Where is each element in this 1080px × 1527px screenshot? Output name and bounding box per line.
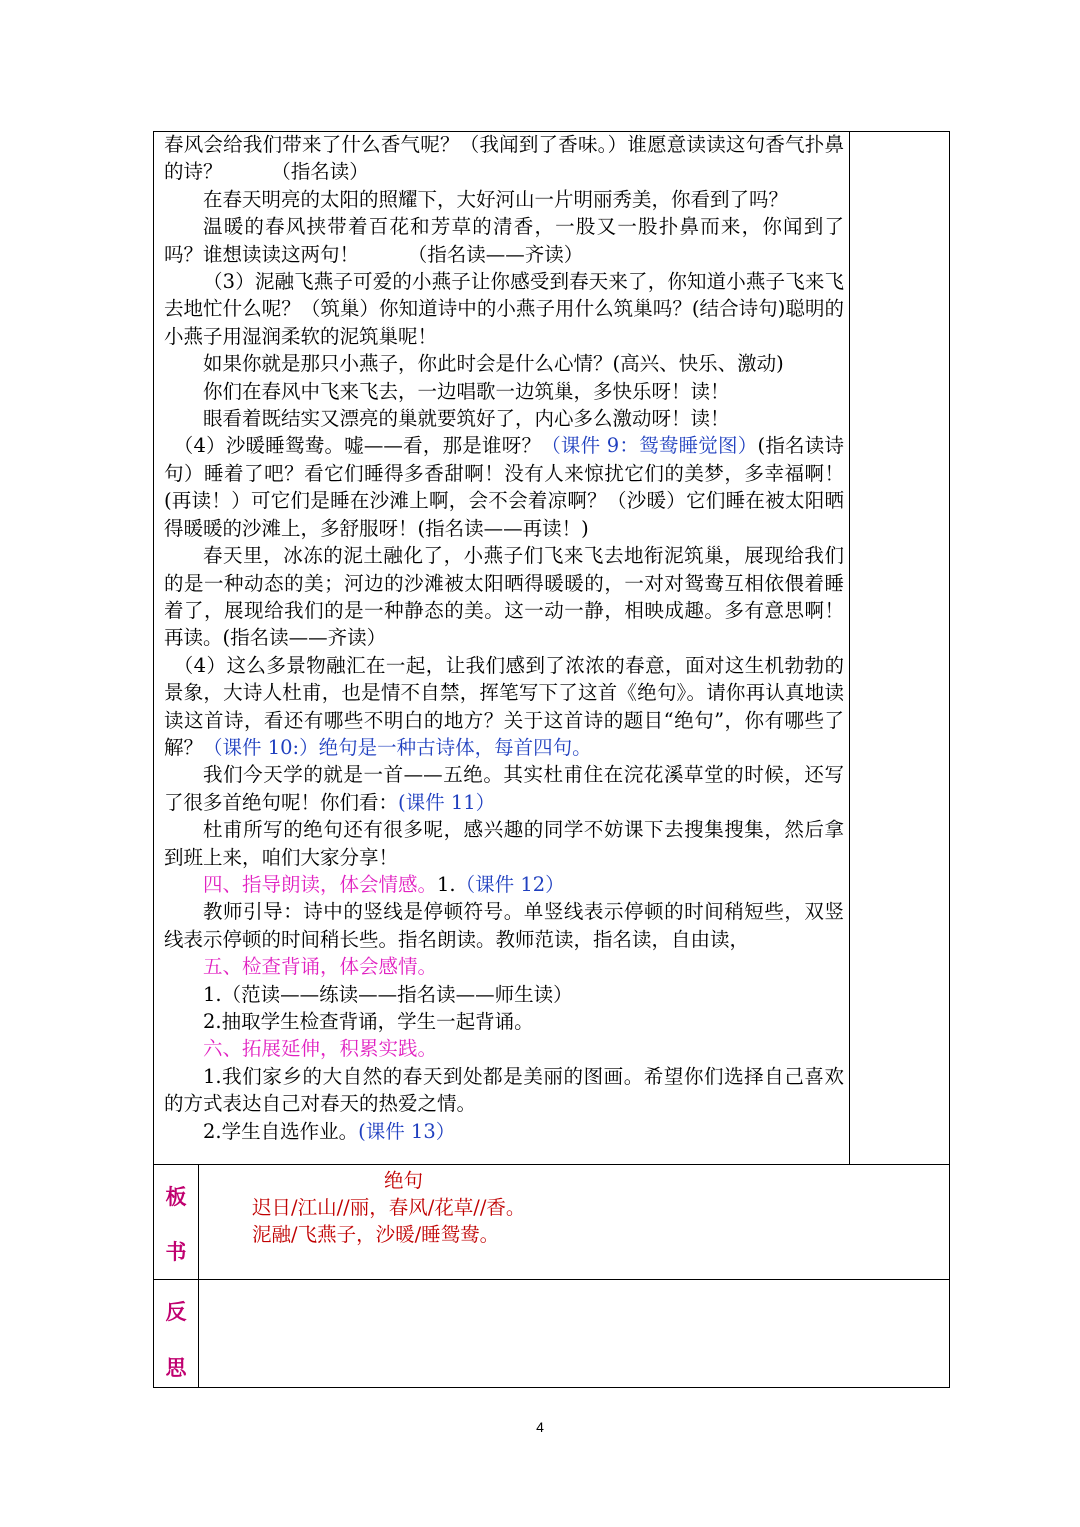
row-divider-board <box>153 1164 950 1165</box>
paragraph-text: 在春天明亮的太阳的照耀下，大好河山一片明丽秀美，你看到了吗？ <box>203 187 789 211</box>
paragraph-text: (指名读诗句）睡着了吧？看它们睡得多香甜啊！没有人来惊扰它们的美梦，多幸福啊！(再读！）可它们是睡在沙滩上啊，会不会着凉啊？（沙暖）它们睡在被太阳晒得暖暖的沙滩上，多舒服呀！(指名读——再读！) <box>164 434 844 540</box>
lesson-paragraph <box>164 652 844 762</box>
highlight-text: (课件 11） <box>398 790 496 814</box>
board-poem-line-1: 迟日/江山//丽，春风/花草//香。 <box>252 1196 526 1219</box>
lesson-content <box>164 131 844 1145</box>
lesson-paragraph <box>164 981 844 1008</box>
paragraph-text: 杜甫所写的绝句还有很多呢，感兴趣的同学不妨课下去搜集搜集，然后拿到班上来，咱们大家分享！ <box>164 818 844 869</box>
paragraph-text: 2.学生自选作业。 <box>203 1119 359 1143</box>
highlight-text: （课件 12） <box>455 872 565 896</box>
lesson-paragraph <box>164 1063 844 1118</box>
highlight-text: 六、拓展延伸，积累实践。 <box>203 1037 438 1061</box>
reflection-label-char-1: 反 <box>165 1299 187 1324</box>
lesson-paragraph <box>164 186 844 213</box>
highlight-text: 五、检查背诵，体会感情。 <box>203 955 438 979</box>
lesson-paragraph <box>164 898 844 953</box>
lesson-paragraph <box>164 871 844 898</box>
label-column-divider <box>198 1164 199 1388</box>
notes-column-divider <box>849 131 850 1165</box>
paragraph-text: 眼看着既结实又漂亮的巢就要筑好了，内心多么激动呀！读！ <box>203 407 730 431</box>
lesson-paragraph <box>164 1035 844 1062</box>
paragraph-text: 你们在春风中飞来飞去，一边唱歌一边筑巢，多快乐呀！读！ <box>203 379 730 403</box>
lesson-paragraph <box>164 378 844 405</box>
lesson-paragraph <box>164 405 844 432</box>
paragraph-text: 春风会给我们带来了什么香气呢？（我闻到了香味。）谁愿意读读这句香气扑鼻的诗？ （指名读） <box>164 133 844 184</box>
board-title: 绝句 <box>384 1169 424 1192</box>
lesson-paragraph <box>164 350 844 377</box>
lesson-paragraph <box>164 213 844 268</box>
paragraph-text: （4）这么多景物融汇在一起，让我们感到了浓浓的春意，面对这生机勃勃的景象，大诗人杜甫，也是情不自禁，挥笔写下了这首《绝句》。请你再认真地读读这首诗，看还有哪些不明白的地方？关于这首诗的题目“绝句”，你有哪些了解？ <box>164 653 844 759</box>
paragraph-text: 2.抽取学生检查背诵，学生一起背诵。 <box>203 1010 534 1033</box>
lesson-paragraph <box>164 816 844 871</box>
highlight-text: （课件 10:）绝句是一种古诗体，每首四句。 <box>203 735 592 759</box>
highlight-text: (课件 13） <box>358 1119 456 1143</box>
lesson-paragraph <box>164 432 844 542</box>
paragraph-text: （4）沙暖睡鸳鸯。嘘——看，那是谁呀？ <box>173 434 542 458</box>
highlight-text: （课件 9：鸳鸯睡觉图） <box>541 434 758 458</box>
lesson-paragraph <box>164 761 844 816</box>
paragraph-text: 我们今天学的就是一首——五绝。其实杜甫住在浣花溪草堂的时候，还写了很多首绝句呢！你们看： <box>164 763 844 814</box>
lesson-paragraph <box>164 268 844 350</box>
page-number: 4 <box>536 1419 544 1435</box>
lesson-paragraph <box>164 953 844 980</box>
board-label-char-2: 书 <box>165 1239 187 1264</box>
paragraph-text: 如果你就是那只小燕子，你此时会是什么心情？(高兴、快乐、激动) <box>203 352 784 376</box>
paragraph-text: 1.（范读——练读——指名读——师生读） <box>203 982 573 1006</box>
lesson-paragraph <box>164 1118 844 1145</box>
paragraph-text: 1. <box>437 872 456 896</box>
reflection-label-char-2: 思 <box>165 1355 187 1380</box>
lesson-paragraph <box>164 1008 844 1035</box>
paragraph-text: 教师引导：诗中的竖线是停顿符号。单竖线表示停顿的时间稍短些，双竖线表示停顿的时间稍长些。指名朗读。教师范读，指名读，自由读， <box>164 900 844 951</box>
board-poem-line-2: 泥融/飞燕子，沙暖/睡鸳鸯。 <box>252 1223 500 1246</box>
paragraph-text: （3）泥融飞燕子可爱的小燕子让你感受到春天来了，你知道小燕子飞来飞去地忙什么呢？（筑巢）你知道诗中的小燕子用什么筑巢吗？(结合诗句)聪明的小燕子用湿润柔软的泥筑巢呢！ <box>164 270 844 348</box>
paragraph-text: 春天里，冰冻的泥土融化了，小燕子们飞来飞去地衔泥筑巢，展现给我们的是一种动态的美；河边的沙滩被太阳晒得暖暖的，一对对鸳鸯互相依偎着睡着了，展现给我们的是一种静态的美。这一动一静，相映成趣。多有意思啊！再读。(指名读——齐读） <box>164 544 844 650</box>
board-label-char-1: 板 <box>165 1184 187 1209</box>
lesson-paragraph <box>164 131 844 186</box>
highlight-text: 四、指导朗读，体会情感。 <box>203 872 438 896</box>
paragraph-text: 温暖的春风挟带着百花和芳草的清香，一股又一股扑鼻而来，你闻到了吗？谁想读读这两句！ （指名读——齐读） <box>164 215 844 266</box>
lesson-paragraph <box>164 542 844 652</box>
paragraph-text: 1.我们家乡的大自然的春天到处都是美丽的图画。希望你们选择自己喜欢的方式表达自己对春天的热爱之情。 <box>164 1064 844 1116</box>
row-divider-reflection <box>153 1279 950 1280</box>
